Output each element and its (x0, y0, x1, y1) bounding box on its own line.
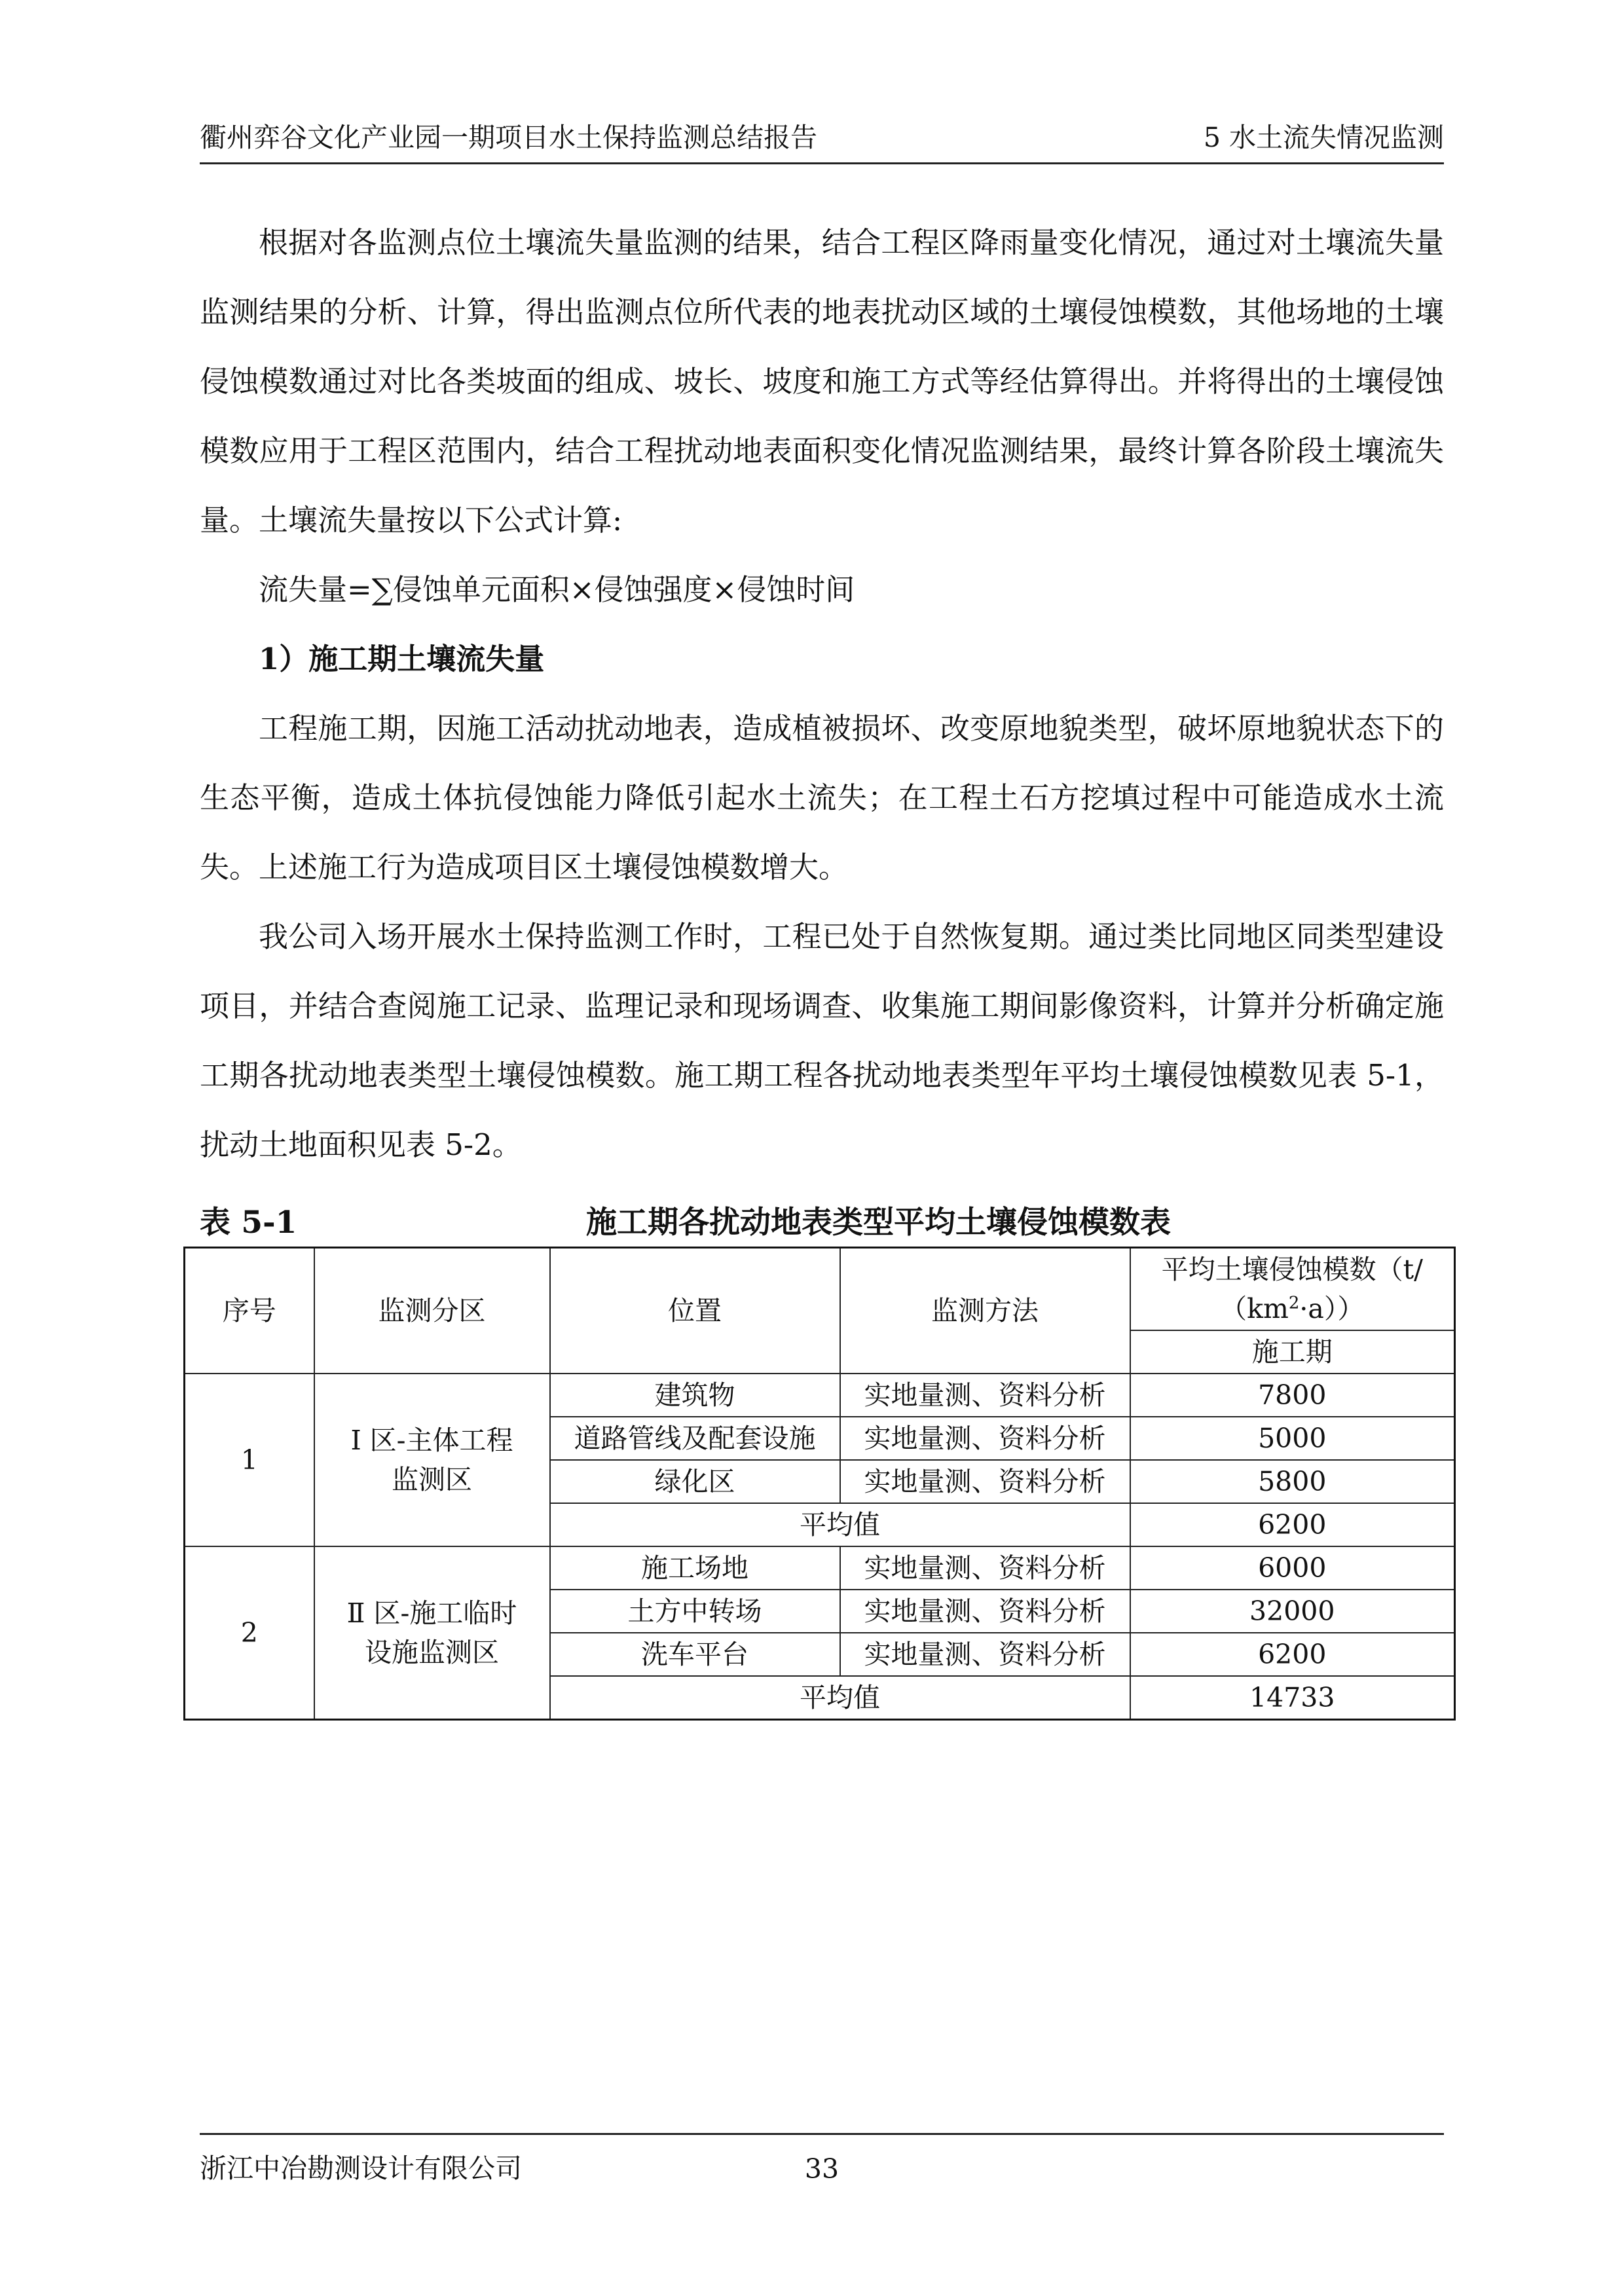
table-row (185, 1374, 1455, 1417)
page-header (200, 110, 1444, 164)
row-method: 实地量测、资料分析 (840, 1546, 1130, 1590)
average-label: 平均值 (550, 1676, 1130, 1720)
header-method: 监测方法 (840, 1248, 1130, 1374)
row-value: 32000 (1130, 1590, 1455, 1633)
average-value: 14733 (1130, 1676, 1455, 1720)
row-value: 6000 (1130, 1546, 1455, 1590)
table-header-row (185, 1248, 1455, 1331)
average-value: 6200 (1130, 1503, 1455, 1546)
table-row (185, 1546, 1455, 1590)
paragraph-construction: 工程施工期，因施工活动扰动地表，造成植被损坏、改变原地貌类型，破坏原地貌状态下的生态平衡，造成土体抗侵蚀能力降低引起水土流失；在工程土石方挖填过程中可能造成水土流失。上述施工行为造成项目区土壤侵蚀模数增大。 (200, 711, 1444, 884)
group-seq: 1 (185, 1374, 314, 1546)
company-name: 浙江中冶勘测设计有限公司 (200, 2153, 522, 2184)
row-value: 7800 (1130, 1374, 1455, 1417)
row-method: 实地量测、资料分析 (840, 1633, 1130, 1676)
header-modulus-line1: 平均土壤侵蚀模数（t/ (1161, 1254, 1423, 1285)
chapter-title: 5 水土流失情况监测 (1203, 122, 1444, 153)
paragraph-method: 根据对各监测点位土壤流失量监测的结果，结合工程区降雨量变化情况，通过对土壤流失量监测结果的分析、计算，得出监测点位所代表的地表扰动区域的土壤侵蚀模数，其他场地的土壤侵蚀模数通过对比各类坡面的组成、坡长、坡度和施工方式等经估算得出。并将得出的土壤侵蚀模数应用于工程区范围内，结合工程扰动地表面积变化情况监测结果，最终计算各阶段土壤流失量。土壤流失量按以下公式计算: (200, 225, 1444, 538)
erosion-modulus-table (183, 1247, 1456, 1721)
page-footer (200, 2133, 1444, 2194)
header-modulus (1130, 1248, 1455, 1331)
body-text (200, 208, 1444, 1180)
table-caption (200, 1198, 1444, 1241)
group-zone: Ⅰ 区-主体工程 监测区 (314, 1374, 550, 1546)
row-location: 施工场地 (550, 1546, 840, 1590)
table-title: 施工期各扰动地表类型平均土壤侵蚀模数表 (586, 1205, 1171, 1241)
paragraph-formula: 流失量=∑侵蚀单元面积×侵蚀强度×侵蚀时间 (259, 572, 855, 607)
row-method: 实地量测、资料分析 (840, 1590, 1130, 1633)
section-heading: 1）施工期土壤流失量 (259, 642, 545, 676)
row-value: 5000 (1130, 1417, 1455, 1460)
header-zone: 监测分区 (314, 1248, 550, 1374)
row-method: 实地量测、资料分析 (840, 1374, 1130, 1417)
average-label: 平均值 (550, 1503, 1130, 1546)
header-seq: 序号 (185, 1248, 314, 1374)
header-modulus-line2: $(km^2\cdot a)$） (1220, 1293, 1365, 1324)
header-period: 施工期 (1130, 1330, 1455, 1374)
row-location: 土方中转场 (550, 1590, 840, 1633)
report-title: 衢州弈谷文化产业园一期项目水土保持监测总结报告 (200, 122, 817, 153)
page-number: 33 (804, 2153, 840, 2185)
group-seq: 2 (185, 1546, 314, 1720)
header-location: 位置 (550, 1248, 840, 1374)
table-label: 表 5-1 (200, 1205, 297, 1241)
row-method: 实地量测、资料分析 (840, 1417, 1130, 1460)
row-method: 实地量测、资料分析 (840, 1460, 1130, 1503)
row-value: 5800 (1130, 1460, 1455, 1503)
row-value: 6200 (1130, 1633, 1455, 1676)
row-location: 道路管线及配套设施 (550, 1417, 840, 1460)
paragraph-analysis: 我公司入场开展水土保持监测工作时，工程已处于自然恢复期。通过类比同地区同类型建设项目，并结合查阅施工记录、监理记录和现场调查、收集施工期间影像资料，计算并分析确定施工期各扰动地表类型土壤侵蚀模数。施工期工程各扰动地表类型年平均土壤侵蚀模数见表 5-1，扰动土地面积见表 5-2。 (200, 919, 1444, 1162)
row-location: 建筑物 (550, 1374, 840, 1417)
row-location: 洗车平台 (550, 1633, 840, 1676)
group-zone: Ⅱ 区-施工临时 设施监测区 (314, 1546, 550, 1720)
row-location: 绿化区 (550, 1460, 840, 1503)
